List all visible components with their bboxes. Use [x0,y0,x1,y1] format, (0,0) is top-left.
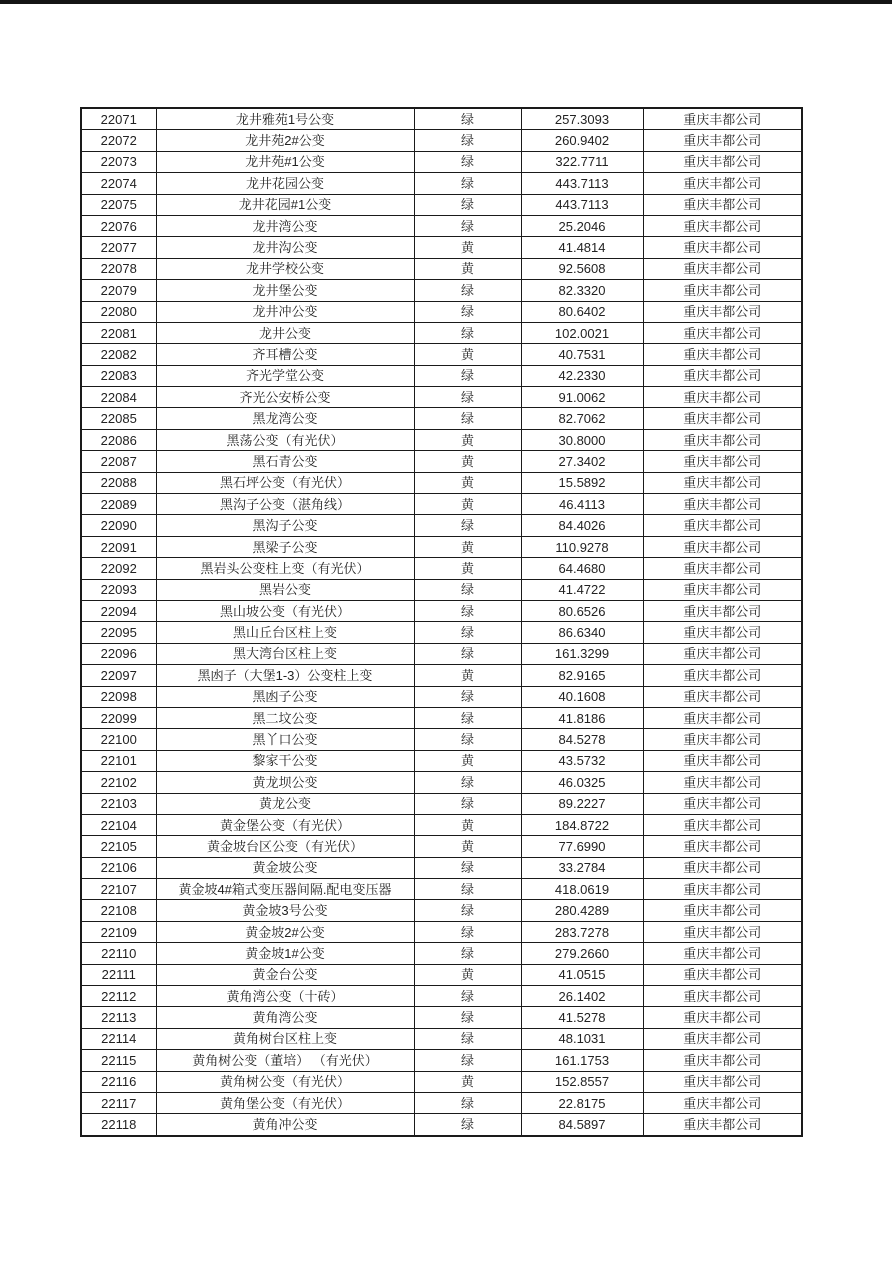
cell-company: 重庆丰都公司 [643,1071,802,1092]
cell-id: 22113 [81,1007,156,1028]
cell-status: 绿 [414,900,521,921]
cell-status: 黄 [414,814,521,835]
scan-top-edge-bar [0,0,892,4]
table-row [81,943,802,964]
cell-company: 重庆丰都公司 [643,365,802,386]
cell-name: 黑大湾台区柱上变 [156,643,414,664]
cell-status: 绿 [414,921,521,942]
cell-company: 重庆丰都公司 [643,1114,802,1136]
cell-value: 46.0325 [521,772,643,793]
cell-id: 22079 [81,280,156,301]
cell-company: 重庆丰都公司 [643,986,802,1007]
table-row [81,258,802,279]
cell-company: 重庆丰都公司 [643,151,802,172]
cell-name: 龙井冲公变 [156,301,414,322]
cell-company: 重庆丰都公司 [643,472,802,493]
table-row [81,622,802,643]
cell-status: 黄 [414,1071,521,1092]
table-row [81,322,802,343]
table-row [81,108,802,130]
cell-status: 绿 [414,130,521,151]
cell-id: 22074 [81,173,156,194]
cell-id: 22076 [81,215,156,236]
cell-status: 绿 [414,686,521,707]
cell-value: 443.7113 [521,194,643,215]
cell-company: 重庆丰都公司 [643,173,802,194]
cell-value: 152.8557 [521,1071,643,1092]
table-row [81,173,802,194]
cell-value: 46.4113 [521,494,643,515]
table-row [81,879,802,900]
cell-name: 黑岩公变 [156,579,414,600]
cell-status: 绿 [414,515,521,536]
cell-status: 绿 [414,943,521,964]
cell-value: 84.5897 [521,1114,643,1136]
cell-id: 22098 [81,686,156,707]
cell-name: 龙井公变 [156,322,414,343]
cell-name: 龙井花园#1公变 [156,194,414,215]
cell-value: 84.4026 [521,515,643,536]
cell-name: 黄角树台区柱上变 [156,1028,414,1049]
table-row [81,665,802,686]
cell-value: 15.5892 [521,472,643,493]
cell-id: 22096 [81,643,156,664]
cell-status: 绿 [414,986,521,1007]
cell-id: 22105 [81,836,156,857]
cell-company: 重庆丰都公司 [643,515,802,536]
cell-id: 22072 [81,130,156,151]
cell-value: 161.3299 [521,643,643,664]
cell-value: 40.7531 [521,344,643,365]
table-row [81,1050,802,1071]
cell-value: 86.6340 [521,622,643,643]
cell-value: 110.9278 [521,536,643,557]
cell-id: 22084 [81,387,156,408]
cell-id: 22088 [81,472,156,493]
cell-status: 绿 [414,1114,521,1136]
cell-status: 绿 [414,408,521,429]
cell-value: 418.0619 [521,879,643,900]
cell-company: 重庆丰都公司 [643,108,802,130]
cell-status: 绿 [414,151,521,172]
table-row [81,536,802,557]
cell-company: 重庆丰都公司 [643,600,802,621]
cell-name: 黄金坡4#箱式变压器间隔.配电变压器 [156,879,414,900]
cell-name: 黄角湾公变（十砖） [156,986,414,1007]
cell-value: 257.3093 [521,108,643,130]
cell-id: 22092 [81,558,156,579]
cell-status: 绿 [414,622,521,643]
cell-id: 22073 [81,151,156,172]
cell-id: 22091 [81,536,156,557]
cell-company: 重庆丰都公司 [643,280,802,301]
cell-status: 绿 [414,108,521,130]
cell-id: 22097 [81,665,156,686]
cell-id: 22078 [81,258,156,279]
cell-id: 22111 [81,964,156,985]
cell-id: 22080 [81,301,156,322]
cell-value: 260.9402 [521,130,643,151]
table-row [81,130,802,151]
cell-name: 黄龙公变 [156,793,414,814]
cell-company: 重庆丰都公司 [643,665,802,686]
cell-value: 48.1031 [521,1028,643,1049]
cell-status: 绿 [414,600,521,621]
cell-id: 22109 [81,921,156,942]
table-row [81,215,802,236]
cell-id: 22117 [81,1092,156,1113]
cell-name: 黄金坡公变 [156,857,414,878]
cell-value: 80.6402 [521,301,643,322]
cell-value: 92.5608 [521,258,643,279]
cell-status: 绿 [414,1007,521,1028]
cell-id: 22104 [81,814,156,835]
cell-status: 黄 [414,964,521,985]
cell-name: 龙井苑2#公变 [156,130,414,151]
cell-id: 22086 [81,429,156,450]
cell-value: 41.8186 [521,707,643,728]
table-row [81,793,802,814]
cell-id: 22110 [81,943,156,964]
cell-value: 102.0021 [521,322,643,343]
cell-name: 黑山丘台区柱上变 [156,622,414,643]
cell-status: 黄 [414,836,521,857]
cell-name: 黎家干公变 [156,750,414,771]
table-row [81,301,802,322]
cell-name: 黄龙坝公变 [156,772,414,793]
cell-company: 重庆丰都公司 [643,793,802,814]
cell-id: 22107 [81,879,156,900]
cell-value: 40.1608 [521,686,643,707]
cell-id: 22099 [81,707,156,728]
cell-name: 齐光公安桥公变 [156,387,414,408]
cell-status: 绿 [414,643,521,664]
cell-status: 黄 [414,665,521,686]
cell-company: 重庆丰都公司 [643,943,802,964]
cell-company: 重庆丰都公司 [643,707,802,728]
cell-value: 161.1753 [521,1050,643,1071]
cell-value: 77.6990 [521,836,643,857]
table-row [81,750,802,771]
cell-value: 41.4814 [521,237,643,258]
cell-status: 绿 [414,707,521,728]
cell-status: 绿 [414,387,521,408]
cell-name: 黑凼子（大堡1-3）公变柱上变 [156,665,414,686]
table-row [81,387,802,408]
cell-id: 22114 [81,1028,156,1049]
table-row [81,151,802,172]
cell-company: 重庆丰都公司 [643,964,802,985]
cell-company: 重庆丰都公司 [643,215,802,236]
table-row [81,558,802,579]
cell-status: 黄 [414,750,521,771]
table-row [81,986,802,1007]
table-row [81,900,802,921]
table-row [81,772,802,793]
cell-company: 重庆丰都公司 [643,301,802,322]
table-row [81,515,802,536]
table-row [81,1007,802,1028]
table-row [81,707,802,728]
cell-value: 279.2660 [521,943,643,964]
cell-id: 22083 [81,365,156,386]
cell-company: 重庆丰都公司 [643,558,802,579]
cell-name: 黑沟子公变（湛角线） [156,494,414,515]
table-row [81,600,802,621]
cell-name: 龙井花园公变 [156,173,414,194]
cell-id: 22093 [81,579,156,600]
table-row [81,494,802,515]
cell-name: 黑丫口公变 [156,729,414,750]
cell-name: 黄金坡3号公变 [156,900,414,921]
cell-name: 黄角树公变（有光伏） [156,1071,414,1092]
cell-id: 22075 [81,194,156,215]
cell-value: 27.3402 [521,451,643,472]
table-row [81,429,802,450]
cell-name: 黑龙湾公变 [156,408,414,429]
cell-value: 80.6526 [521,600,643,621]
cell-name: 齐耳槽公变 [156,344,414,365]
cell-status: 绿 [414,879,521,900]
cell-name: 黄金坡1#公变 [156,943,414,964]
table-row [81,237,802,258]
cell-name: 黑沟子公变 [156,515,414,536]
cell-company: 重庆丰都公司 [643,836,802,857]
table-body [81,108,802,1136]
cell-id: 22082 [81,344,156,365]
cell-status: 绿 [414,301,521,322]
cell-value: 283.7278 [521,921,643,942]
cell-company: 重庆丰都公司 [643,1092,802,1113]
cell-value: 43.5732 [521,750,643,771]
cell-status: 绿 [414,173,521,194]
cell-company: 重庆丰都公司 [643,494,802,515]
cell-value: 30.8000 [521,429,643,450]
cell-id: 22102 [81,772,156,793]
table-row [81,964,802,985]
table-row [81,836,802,857]
cell-value: 280.4289 [521,900,643,921]
cell-id: 22100 [81,729,156,750]
cell-company: 重庆丰都公司 [643,579,802,600]
cell-name: 齐光学堂公变 [156,365,414,386]
cell-value: 33.2784 [521,857,643,878]
cell-company: 重庆丰都公司 [643,451,802,472]
table-row [81,451,802,472]
cell-status: 黄 [414,451,521,472]
cell-status: 绿 [414,194,521,215]
cell-id: 22115 [81,1050,156,1071]
cell-status: 绿 [414,857,521,878]
cell-company: 重庆丰都公司 [643,772,802,793]
table-row [81,194,802,215]
cell-name: 黄金坡台区公变（有光伏） [156,836,414,857]
cell-status: 绿 [414,772,521,793]
cell-name: 龙井堡公变 [156,280,414,301]
cell-status: 绿 [414,1028,521,1049]
cell-value: 322.7711 [521,151,643,172]
cell-company: 重庆丰都公司 [643,408,802,429]
cell-name: 黄角树公变（董培） （有光伏） [156,1050,414,1071]
cell-status: 黄 [414,344,521,365]
cell-value: 41.5278 [521,1007,643,1028]
transformer-table [80,107,803,1137]
cell-company: 重庆丰都公司 [643,387,802,408]
cell-company: 重庆丰都公司 [643,857,802,878]
cell-id: 22094 [81,600,156,621]
table-row [81,643,802,664]
cell-status: 绿 [414,322,521,343]
cell-company: 重庆丰都公司 [643,1007,802,1028]
cell-name: 龙井雅苑1号公变 [156,108,414,130]
cell-name: 黄角湾公变 [156,1007,414,1028]
cell-name: 黑石坪公变（有光伏） [156,472,414,493]
cell-status: 绿 [414,793,521,814]
cell-company: 重庆丰都公司 [643,729,802,750]
cell-name: 黑二坟公变 [156,707,414,728]
cell-status: 黄 [414,558,521,579]
cell-name: 龙井湾公变 [156,215,414,236]
cell-value: 443.7113 [521,173,643,194]
cell-id: 22103 [81,793,156,814]
table-row [81,686,802,707]
table-row [81,1071,802,1092]
cell-company: 重庆丰都公司 [643,237,802,258]
cell-company: 重庆丰都公司 [643,130,802,151]
cell-status: 绿 [414,365,521,386]
cell-status: 黄 [414,536,521,557]
table-row [81,365,802,386]
cell-company: 重庆丰都公司 [643,1028,802,1049]
table-row [81,280,802,301]
cell-id: 22118 [81,1114,156,1136]
cell-company: 重庆丰都公司 [643,879,802,900]
cell-id: 22095 [81,622,156,643]
cell-value: 41.0515 [521,964,643,985]
cell-status: 黄 [414,258,521,279]
cell-name: 黄金台公变 [156,964,414,985]
table-row [81,814,802,835]
cell-status: 黄 [414,494,521,515]
cell-id: 22108 [81,900,156,921]
cell-id: 22071 [81,108,156,130]
cell-status: 绿 [414,1050,521,1071]
cell-status: 绿 [414,280,521,301]
cell-company: 重庆丰都公司 [643,814,802,835]
cell-id: 22087 [81,451,156,472]
cell-id: 22085 [81,408,156,429]
cell-status: 绿 [414,579,521,600]
table-row [81,579,802,600]
cell-value: 82.9165 [521,665,643,686]
cell-value: 82.3320 [521,280,643,301]
cell-id: 22101 [81,750,156,771]
cell-company: 重庆丰都公司 [643,322,802,343]
table-row [81,344,802,365]
cell-status: 黄 [414,472,521,493]
cell-id: 22116 [81,1071,156,1092]
cell-value: 82.7062 [521,408,643,429]
cell-value: 89.2227 [521,793,643,814]
cell-value: 26.1402 [521,986,643,1007]
cell-value: 91.0062 [521,387,643,408]
cell-company: 重庆丰都公司 [643,344,802,365]
table-row [81,921,802,942]
cell-name: 黄角堡公变（有光伏） [156,1092,414,1113]
cell-name: 黑荡公变（有光伏） [156,429,414,450]
cell-id: 22081 [81,322,156,343]
table-row [81,408,802,429]
cell-company: 重庆丰都公司 [643,429,802,450]
cell-name: 黄金坡2#公变 [156,921,414,942]
cell-name: 龙井学校公变 [156,258,414,279]
cell-status: 黄 [414,237,521,258]
cell-value: 22.8175 [521,1092,643,1113]
cell-name: 黑山坡公变（有光伏） [156,600,414,621]
cell-company: 重庆丰都公司 [643,1050,802,1071]
cell-company: 重庆丰都公司 [643,900,802,921]
cell-name: 黄角冲公变 [156,1114,414,1136]
cell-name: 黑石青公变 [156,451,414,472]
cell-id: 22090 [81,515,156,536]
cell-id: 22106 [81,857,156,878]
cell-value: 42.2330 [521,365,643,386]
cell-name: 黑凼子公变 [156,686,414,707]
cell-company: 重庆丰都公司 [643,750,802,771]
cell-id: 22077 [81,237,156,258]
table-row [81,857,802,878]
cell-name: 黑梁子公变 [156,536,414,557]
table-row [81,1092,802,1113]
cell-company: 重庆丰都公司 [643,921,802,942]
table-row [81,1114,802,1136]
table-row [81,1028,802,1049]
cell-id: 22112 [81,986,156,1007]
cell-value: 64.4680 [521,558,643,579]
cell-company: 重庆丰都公司 [643,643,802,664]
table-row [81,729,802,750]
table-row [81,472,802,493]
cell-name: 龙井苑#1公变 [156,151,414,172]
cell-value: 41.4722 [521,579,643,600]
cell-status: 绿 [414,215,521,236]
cell-id: 22089 [81,494,156,515]
cell-name: 龙井沟公变 [156,237,414,258]
cell-name: 黑岩头公变柱上变（有光伏） [156,558,414,579]
cell-status: 黄 [414,429,521,450]
cell-company: 重庆丰都公司 [643,194,802,215]
cell-status: 绿 [414,729,521,750]
cell-value: 84.5278 [521,729,643,750]
cell-value: 184.8722 [521,814,643,835]
cell-name: 黄金堡公变（有光伏） [156,814,414,835]
cell-status: 绿 [414,1092,521,1113]
cell-company: 重庆丰都公司 [643,258,802,279]
cell-value: 25.2046 [521,215,643,236]
cell-company: 重庆丰都公司 [643,622,802,643]
cell-company: 重庆丰都公司 [643,536,802,557]
cell-company: 重庆丰都公司 [643,686,802,707]
